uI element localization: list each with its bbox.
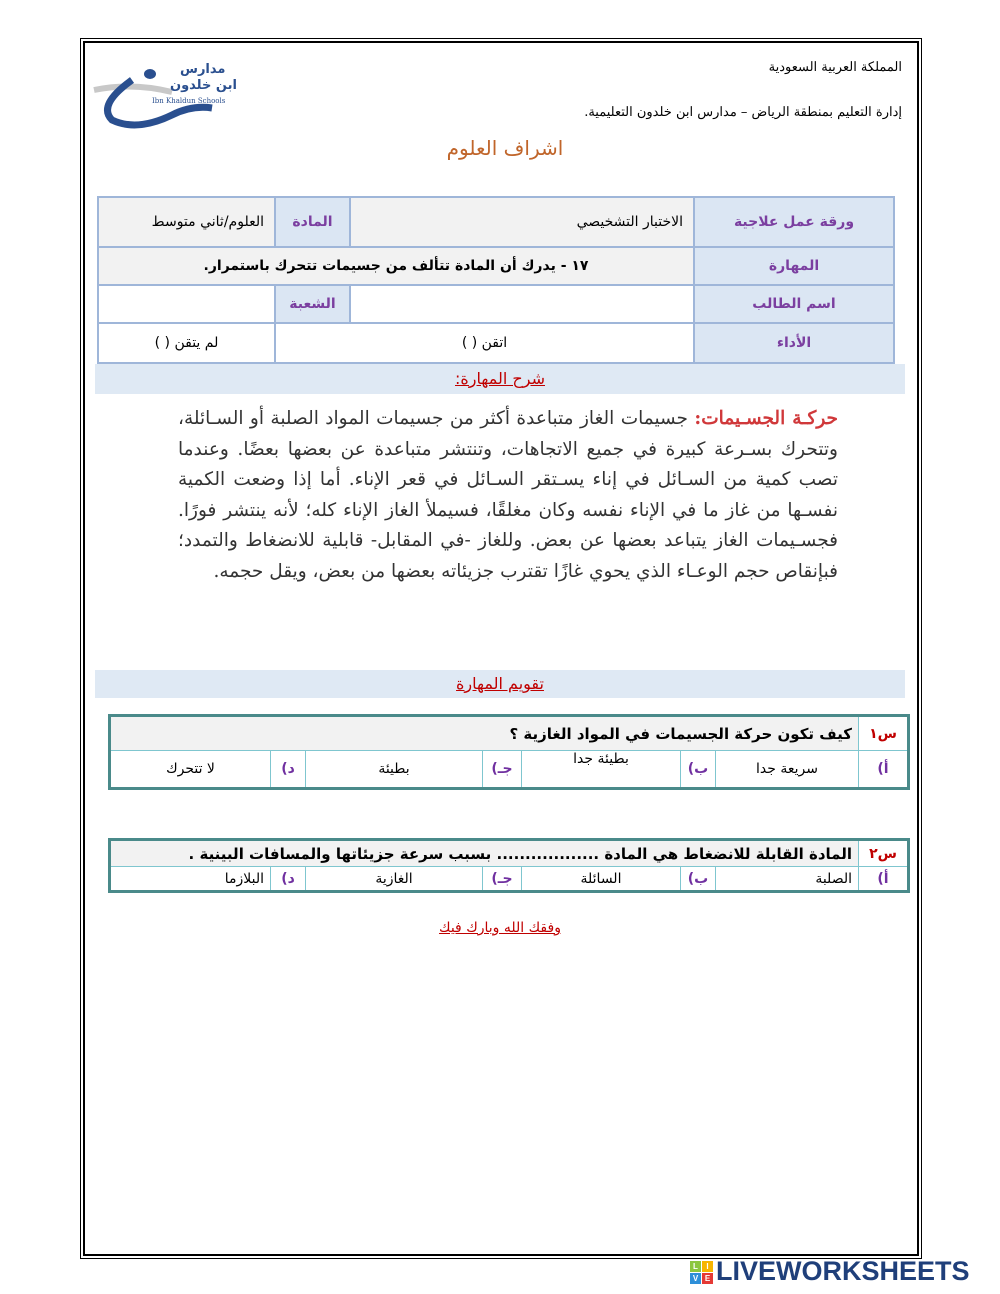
page-title: اشراف العلوم: [446, 136, 564, 160]
logo-text-2: ابن خلدون: [170, 78, 237, 93]
skill-label: المهارة: [694, 247, 894, 285]
option-letter: د): [271, 867, 306, 892]
explanation-term: حركـة الجسـيمات:: [694, 408, 838, 429]
performance-label: الأداء: [694, 323, 894, 363]
mastered-option[interactable]: اتقن ( ): [275, 323, 694, 363]
administration-name: إدارة التعليم بمنطقة الرياض – مدارس ابن خلدون التعليمية.: [584, 105, 902, 120]
liveworksheets-icon: [690, 1261, 713, 1284]
closing-blessing: وفقك الله وبارك فيك: [439, 920, 561, 936]
logo-text-english: Ibn Khaldun Schools: [152, 97, 226, 105]
info-table: [97, 196, 895, 364]
question-text: كيف تكون حركة الجسيمات في المواد الغازية ؟: [110, 716, 859, 751]
country-name: المملكة العربية السعودية: [768, 60, 902, 75]
question-2: [108, 838, 910, 893]
explanation-text: جسيمات الغاز متباعدة أكثر من جسيمات المواد الصلبة أو السـائلة، وتتحرك بسـرعة كبيرة في جميع الاتجاهات، وتنتشر متباعدة عن بعضها بعضًا. وعندما تصب كمية من السـائل في إناء يسـتقر السـائل في قعر الإناء. أما إذا وضعت الكمية نفسـها من غاز ما في الإناء نفسه وكان مغلقًا، فسيملأ الغاز الإناء كله؛ لأنه ينتشر فورًا. فجسـيمات الغاز يتباعد بعضها عن بعض. وللغاز -في المقابل- قابلية للانضغاط والتمدد؛ فبإنقاص حجم الوعـاء الذي يحوي غازًا تقترب جزيئاته بعضها من بعض، ويقل حجمه.: [178, 408, 838, 582]
section-label: الشعبة: [275, 285, 350, 323]
question-1: [108, 714, 910, 790]
icon-letter: E: [702, 1273, 713, 1284]
option-letter: أ): [859, 751, 909, 789]
option-b[interactable]: السائلة: [522, 867, 681, 892]
icon-letter: V: [690, 1273, 701, 1284]
liveworksheets-logo: [690, 1256, 970, 1287]
subject-label: المادة: [275, 197, 350, 247]
option-letter: جـ): [483, 751, 522, 789]
question-number: س٢: [859, 840, 909, 867]
school-logo: [92, 60, 242, 130]
explanation-paragraph: [178, 404, 838, 587]
explanation-header: [95, 364, 905, 394]
option-a[interactable]: الصلبة: [716, 867, 859, 892]
student-name-field[interactable]: [350, 285, 694, 323]
option-b[interactable]: بطيئة جدا: [522, 751, 681, 789]
liveworksheets-text: LIVEWORKSHEETS: [716, 1256, 970, 1286]
subject-value: العلوم/ثاني متوسط: [98, 197, 275, 247]
section-field[interactable]: [98, 285, 275, 323]
skill-value: ١٧ - يدرك أن المادة تتألف من جسيمات تتحرك باستمرار.: [98, 247, 694, 285]
icon-letter: I: [702, 1261, 713, 1272]
option-letter: جـ): [483, 867, 522, 892]
option-letter: ب): [681, 867, 716, 892]
explanation-heading: شرح المهارة:: [455, 369, 545, 388]
option-letter: د): [271, 751, 306, 789]
not-mastered-option[interactable]: لم يتقن ( ): [98, 323, 275, 363]
worksheet-label: ورقة عمل علاجية: [694, 197, 894, 247]
option-c[interactable]: بطيئة: [306, 751, 483, 789]
question-text: المادة القابلة للانضغاط هي المادة .................. بسبب سرعة جزيئاتها والمسافات البينية .: [110, 840, 859, 867]
logo-text-1: مدارس: [180, 62, 226, 77]
option-letter: ب): [681, 751, 716, 789]
option-d[interactable]: البلازما: [110, 867, 271, 892]
icon-letter: L: [690, 1261, 701, 1272]
option-letter: أ): [859, 867, 909, 892]
student-name-label: اسم الطالب: [694, 285, 894, 323]
option-d[interactable]: لا تتحرك: [110, 751, 271, 789]
option-c[interactable]: الغازية: [306, 867, 483, 892]
test-type: الاختبار التشخيصي: [350, 197, 694, 247]
evaluation-heading: تقويم المهارة: [456, 674, 544, 693]
evaluation-header: [95, 670, 905, 698]
question-number: س١: [859, 716, 909, 751]
option-a[interactable]: سريعة جدا: [716, 751, 859, 789]
